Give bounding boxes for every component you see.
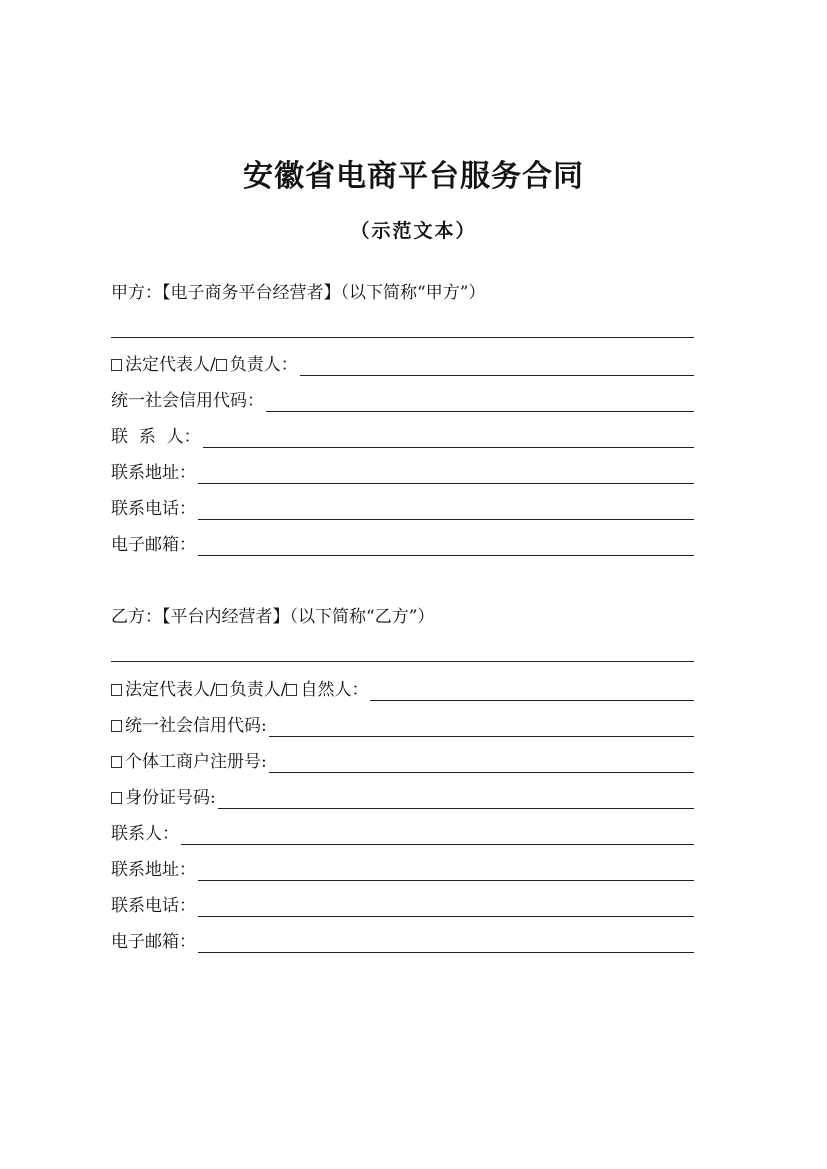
natural-person-checkbox[interactable]	[286, 684, 297, 696]
party-b-phone-field[interactable]	[198, 897, 694, 917]
party-b-email-label: 电子邮箱：	[111, 932, 196, 952]
party-b-id-number-row	[111, 783, 694, 809]
representative-checkbox[interactable]	[111, 684, 122, 696]
registration-number-checkbox[interactable]	[111, 756, 122, 768]
party-b-contact-field[interactable]	[181, 825, 694, 845]
party-b-credit-code-row	[111, 711, 694, 737]
party-b-representative-field[interactable]	[370, 681, 694, 701]
party-a-email-label: 电子邮箱：	[111, 535, 196, 555]
party-a-credit-code-label: 统一社会信用代码：	[111, 391, 264, 411]
responsible-person-checkbox[interactable]	[216, 684, 227, 696]
party-a-address-field[interactable]	[198, 464, 694, 484]
party-a-email-field[interactable]	[198, 536, 694, 556]
party-a-contact-label: 联 系 人：	[111, 427, 201, 447]
document-title: 安徽省电商平台服务合同	[243, 159, 584, 194]
party-b-name-line[interactable]	[111, 661, 694, 662]
party-a-header: 甲方：【电子商务平台经营者】（以下简称“甲方”）	[111, 283, 486, 303]
party-a-representative-field[interactable]	[300, 356, 694, 376]
party-b-header: 乙方：【平台内经营者】（以下简称“乙方”）	[111, 607, 435, 627]
party-a-representative-label: 法定代表人/ 负责人：	[111, 354, 298, 376]
party-a-phone-field[interactable]	[198, 500, 694, 520]
party-a-credit-code-field[interactable]	[266, 392, 694, 412]
party-b-address-row	[111, 855, 694, 881]
party-a-address-label: 联系地址：	[111, 463, 196, 483]
party-a-contact-field[interactable]	[203, 428, 694, 448]
party-b-id-number-label: 身份证号码:	[111, 787, 216, 809]
party-b-representative-label: 法定代表人/ 负责人/ 自然人：	[111, 679, 368, 701]
party-b-phone-label: 联系电话：	[111, 896, 196, 916]
id-number-checkbox[interactable]	[111, 792, 122, 804]
document-subtitle: （示范文本）	[350, 220, 477, 242]
party-a-phone-label: 联系电话：	[111, 499, 196, 519]
party-b-address-label: 联系地址：	[111, 860, 196, 880]
responsible-person-checkbox[interactable]	[216, 359, 227, 371]
party-a-email-row	[111, 530, 694, 556]
credit-code-checkbox[interactable]	[111, 720, 122, 732]
party-b-email-row	[111, 927, 694, 953]
representative-checkbox[interactable]	[111, 359, 122, 371]
party-b-contact-label: 联系人：	[111, 824, 179, 844]
party-b-registration-row	[111, 747, 694, 773]
party-a-address-row	[111, 458, 694, 484]
party-b-representative-row	[111, 675, 694, 701]
party-b-address-field[interactable]	[198, 861, 694, 881]
party-a-contact-row	[111, 422, 694, 448]
party-b-credit-code-field[interactable]	[269, 717, 694, 737]
party-b-registration-field[interactable]	[269, 753, 694, 773]
party-b-id-number-field[interactable]	[218, 789, 694, 809]
party-b-phone-row	[111, 891, 694, 917]
party-b-email-field[interactable]	[198, 933, 694, 953]
party-a-credit-code-row	[111, 386, 694, 412]
party-b-registration-label: 个体工商户注册号:	[111, 751, 267, 773]
party-b-credit-code-label: 统一社会信用代码:	[111, 715, 267, 737]
party-a-name-line[interactable]	[111, 337, 694, 338]
party-a-representative-row	[111, 350, 694, 376]
party-a-phone-row	[111, 494, 694, 520]
party-b-contact-row	[111, 819, 694, 845]
